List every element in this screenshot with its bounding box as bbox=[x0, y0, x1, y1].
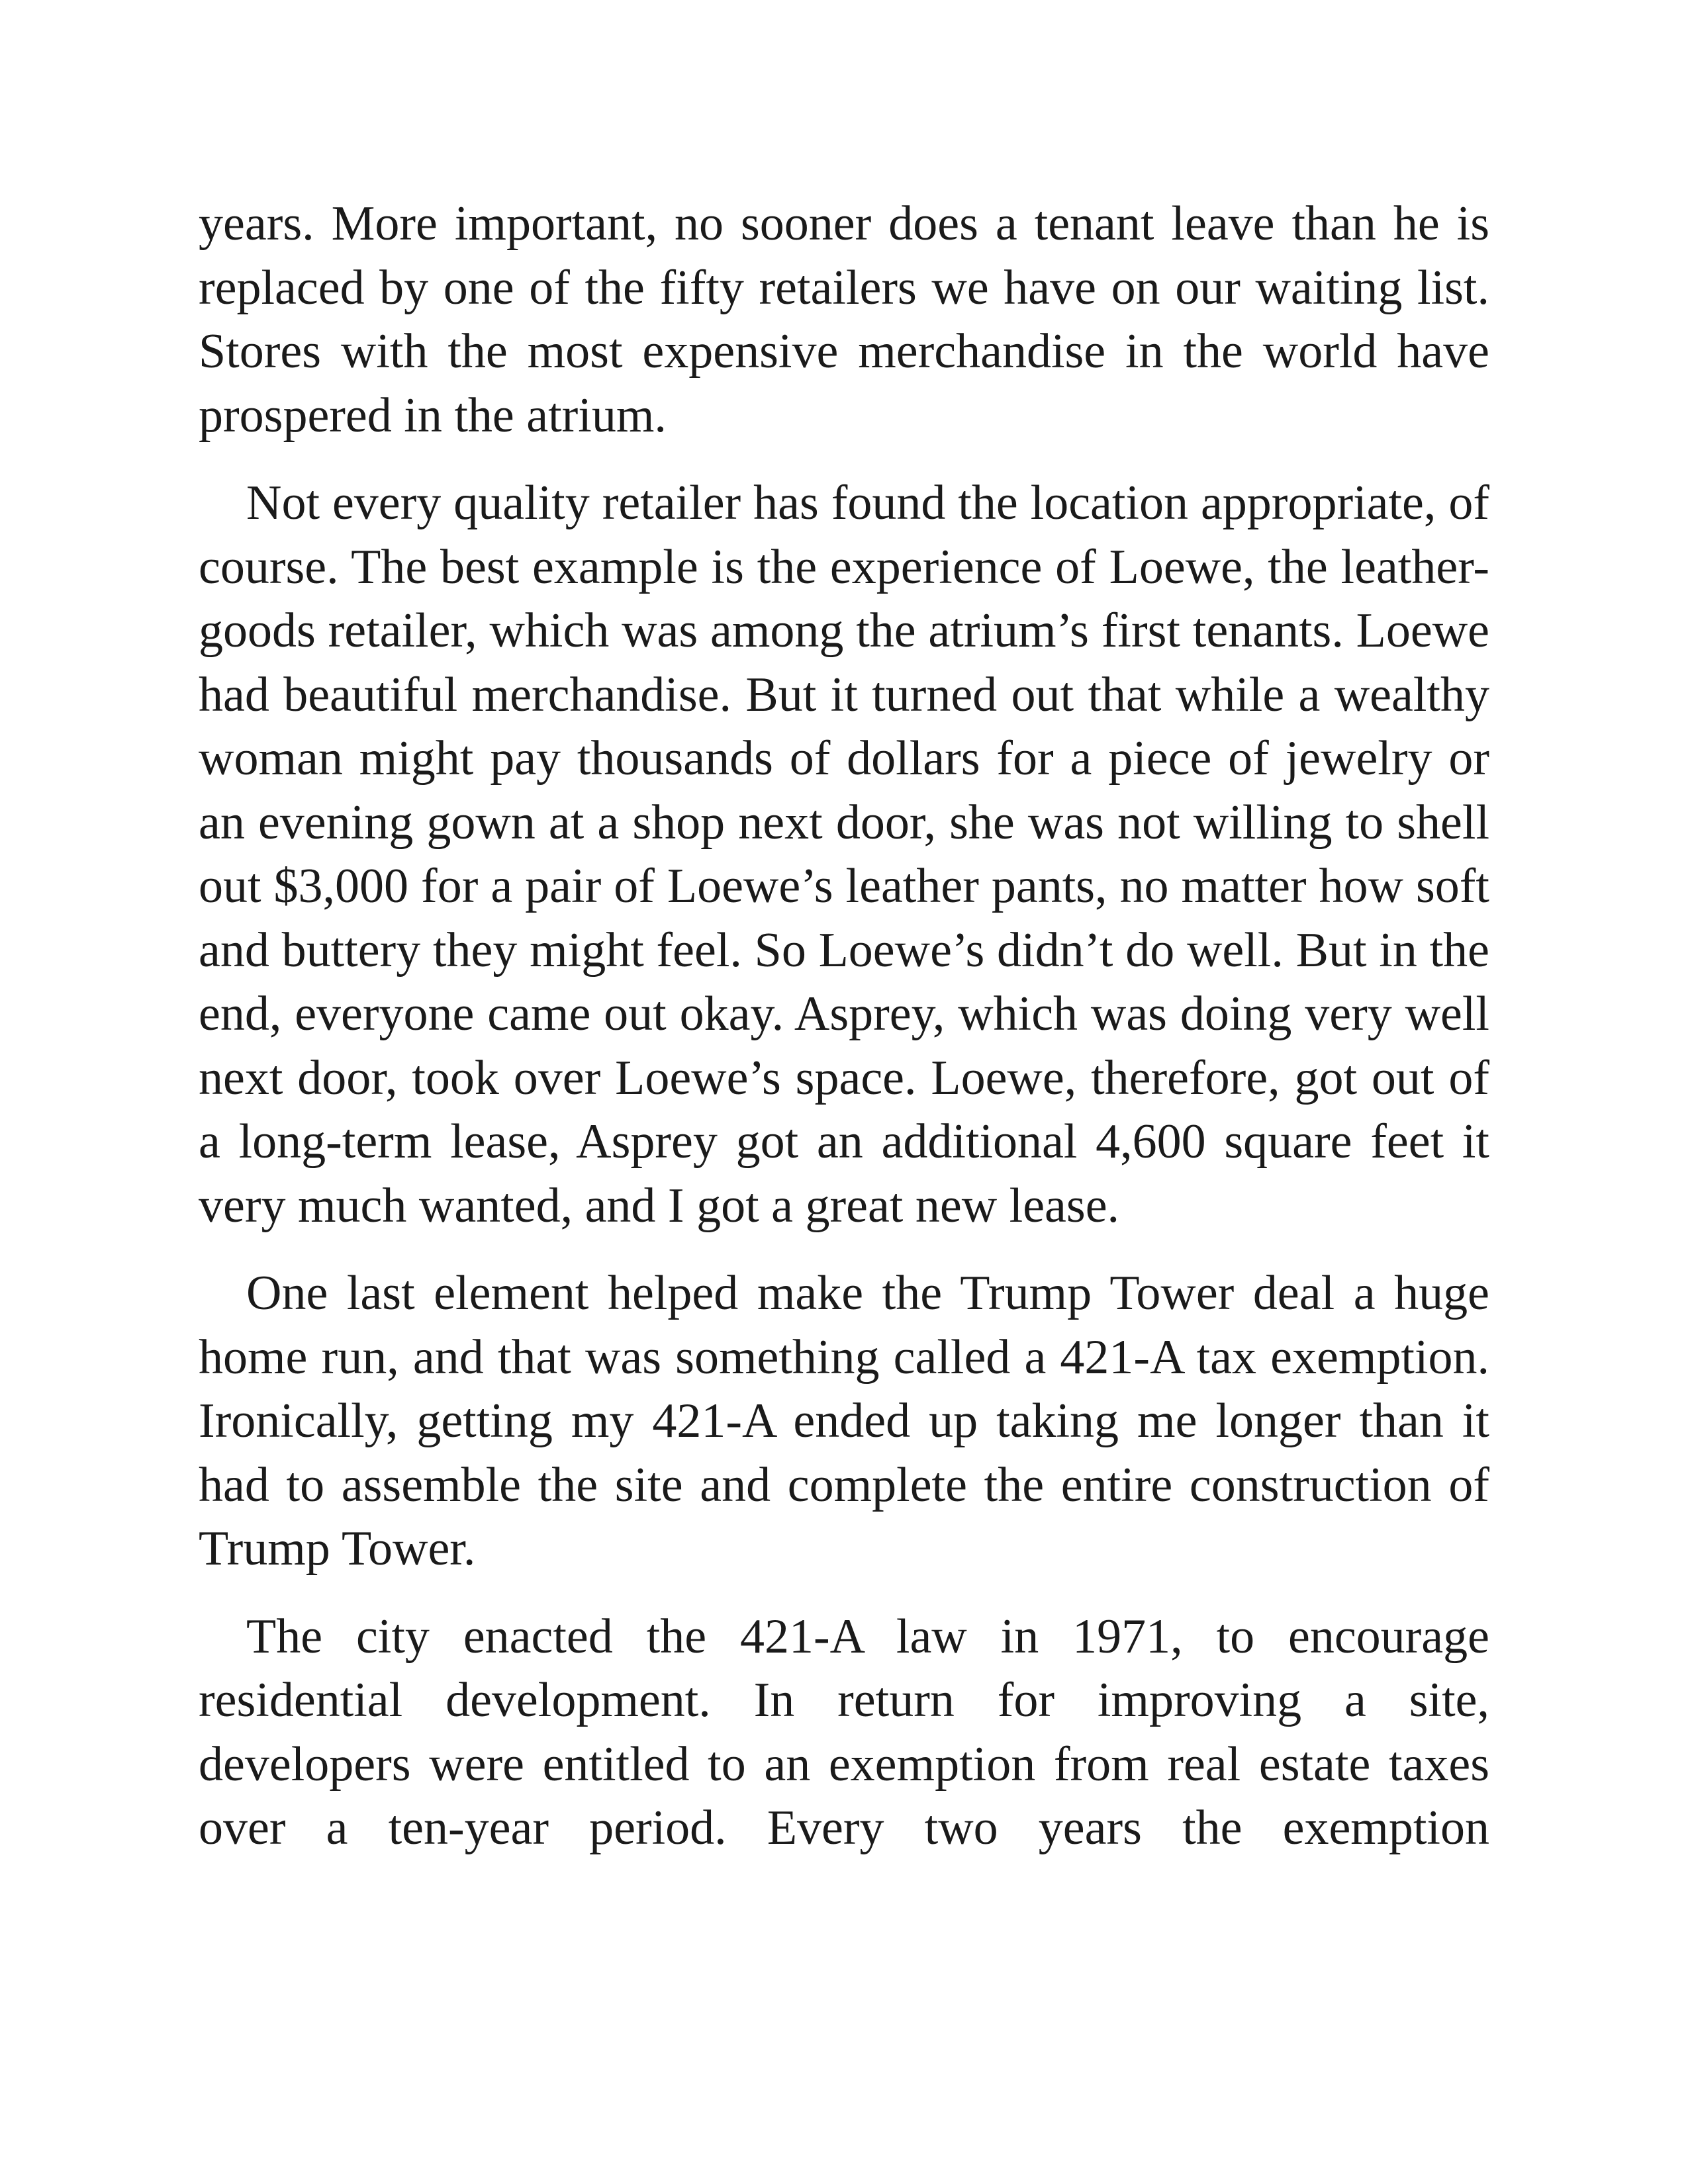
paragraph-2: Not every quality retailer has found the location appropriate, of course. The best example is the experience of Loewe, the leather-goods retailer, which was among the atrium’s first tenants. Loewe had beautiful merchandise. But it turned out that while a wealthy woman might pay thousands of dollars for a piece of jewelry or an evening gown at a shop next door, she was not willing to shell out $3,000 for a pair of Loewe’s leather pants, no matter how soft and buttery they might feel. So Loewe’s didn’t do well. But in the end, everyone came out okay. Asprey, which was doing very well next door, took over Loewe’s space. Loewe, therefore, got out of a long-term lease, Asprey got an additional 4,600 square feet it very much wanted, and I got a great new lease. bbox=[199, 476, 1489, 1233]
paragraph-3: One last element helped make the Trump Tower deal a huge home run, and that was something called a 421-A tax exemption. Ironically, getting my 421-A ended up taking me longer than it had to assemble the site and complete the entire construction of Trump Tower. bbox=[199, 1266, 1489, 1576]
document-page bbox=[199, 192, 1489, 1884]
paragraph-1: years. More important, no sooner does a tenant leave than he is replaced by one of the fifty retailers we have on our waiting list. Stores with the most expensive merchandise in the world have prospered in the atrium. bbox=[199, 197, 1489, 443]
paragraph-4: The city enacted the 421-A law in 1971, to encourage residential development. In return for improving a site, developers were entitled to an exemption from real estate taxes over a ten-year period. Every two years the exemption bbox=[199, 1609, 1489, 1855]
